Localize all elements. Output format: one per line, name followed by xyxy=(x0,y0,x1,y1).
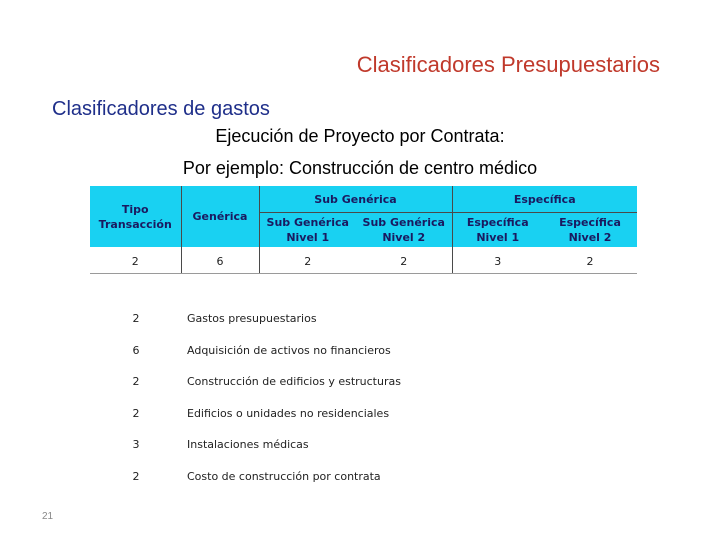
header-generica: Genérica xyxy=(181,186,259,247)
page-number: 21 xyxy=(42,511,54,522)
header-tipo-transaccion: Tipo Transacción xyxy=(90,186,181,247)
code-legend xyxy=(110,312,401,501)
table-cell: 6 xyxy=(181,247,259,274)
legend-description: Costo de construcción por contrata xyxy=(187,469,381,483)
table-cell: 2 xyxy=(259,247,356,274)
list-item xyxy=(110,438,401,470)
legend-description: Edificios o unidades no residenciales xyxy=(187,406,390,420)
legend-code: 2 xyxy=(132,375,140,388)
legend-description: Instalaciones médicas xyxy=(187,438,309,451)
list-item xyxy=(110,470,401,502)
list-item xyxy=(110,375,401,407)
legend-description: Gastos presupuestarios xyxy=(187,312,317,325)
header-sub-generica-nivel-1: Sub Genérica Nivel 1 xyxy=(259,213,356,248)
example-subheading: Por ejemplo: Construcción de centro médico xyxy=(182,158,538,178)
table-header-row xyxy=(90,186,637,213)
table-cell: 2 xyxy=(90,247,181,274)
list-item xyxy=(110,312,401,344)
table-cell: 2 xyxy=(543,247,637,274)
legend-code: 3 xyxy=(132,438,140,451)
slide-title: Clasificadores Presupuestarios xyxy=(356,52,660,77)
section-subtitle: Clasificadores de gastos xyxy=(52,98,270,120)
example-heading: Ejecución de Proyecto por Contrata: xyxy=(215,126,505,146)
list-item xyxy=(110,344,401,376)
legend-description: Adquisición de activos no financieros xyxy=(187,343,391,357)
classifier-table xyxy=(90,186,637,274)
table-cell: 3 xyxy=(452,247,543,274)
header-sub-generica: Sub Genérica xyxy=(259,186,452,213)
header-especifica: Específica xyxy=(452,186,637,213)
header-especifica-nivel-1: Específica Nivel 1 xyxy=(452,213,543,248)
header-especifica-nivel-2: Específica Nivel 2 xyxy=(543,213,637,248)
header-sub-generica-nivel-2: Sub Genérica Nivel 2 xyxy=(356,213,452,248)
legend-code: 2 xyxy=(132,469,140,483)
legend-description: Construcción de edificios y estructuras xyxy=(187,375,401,388)
legend-code: 6 xyxy=(132,343,140,357)
legend-code: 2 xyxy=(132,406,140,420)
table-cell: 2 xyxy=(356,247,452,274)
list-item xyxy=(110,407,401,439)
legend-code: 2 xyxy=(132,312,140,325)
table-row xyxy=(90,247,637,274)
